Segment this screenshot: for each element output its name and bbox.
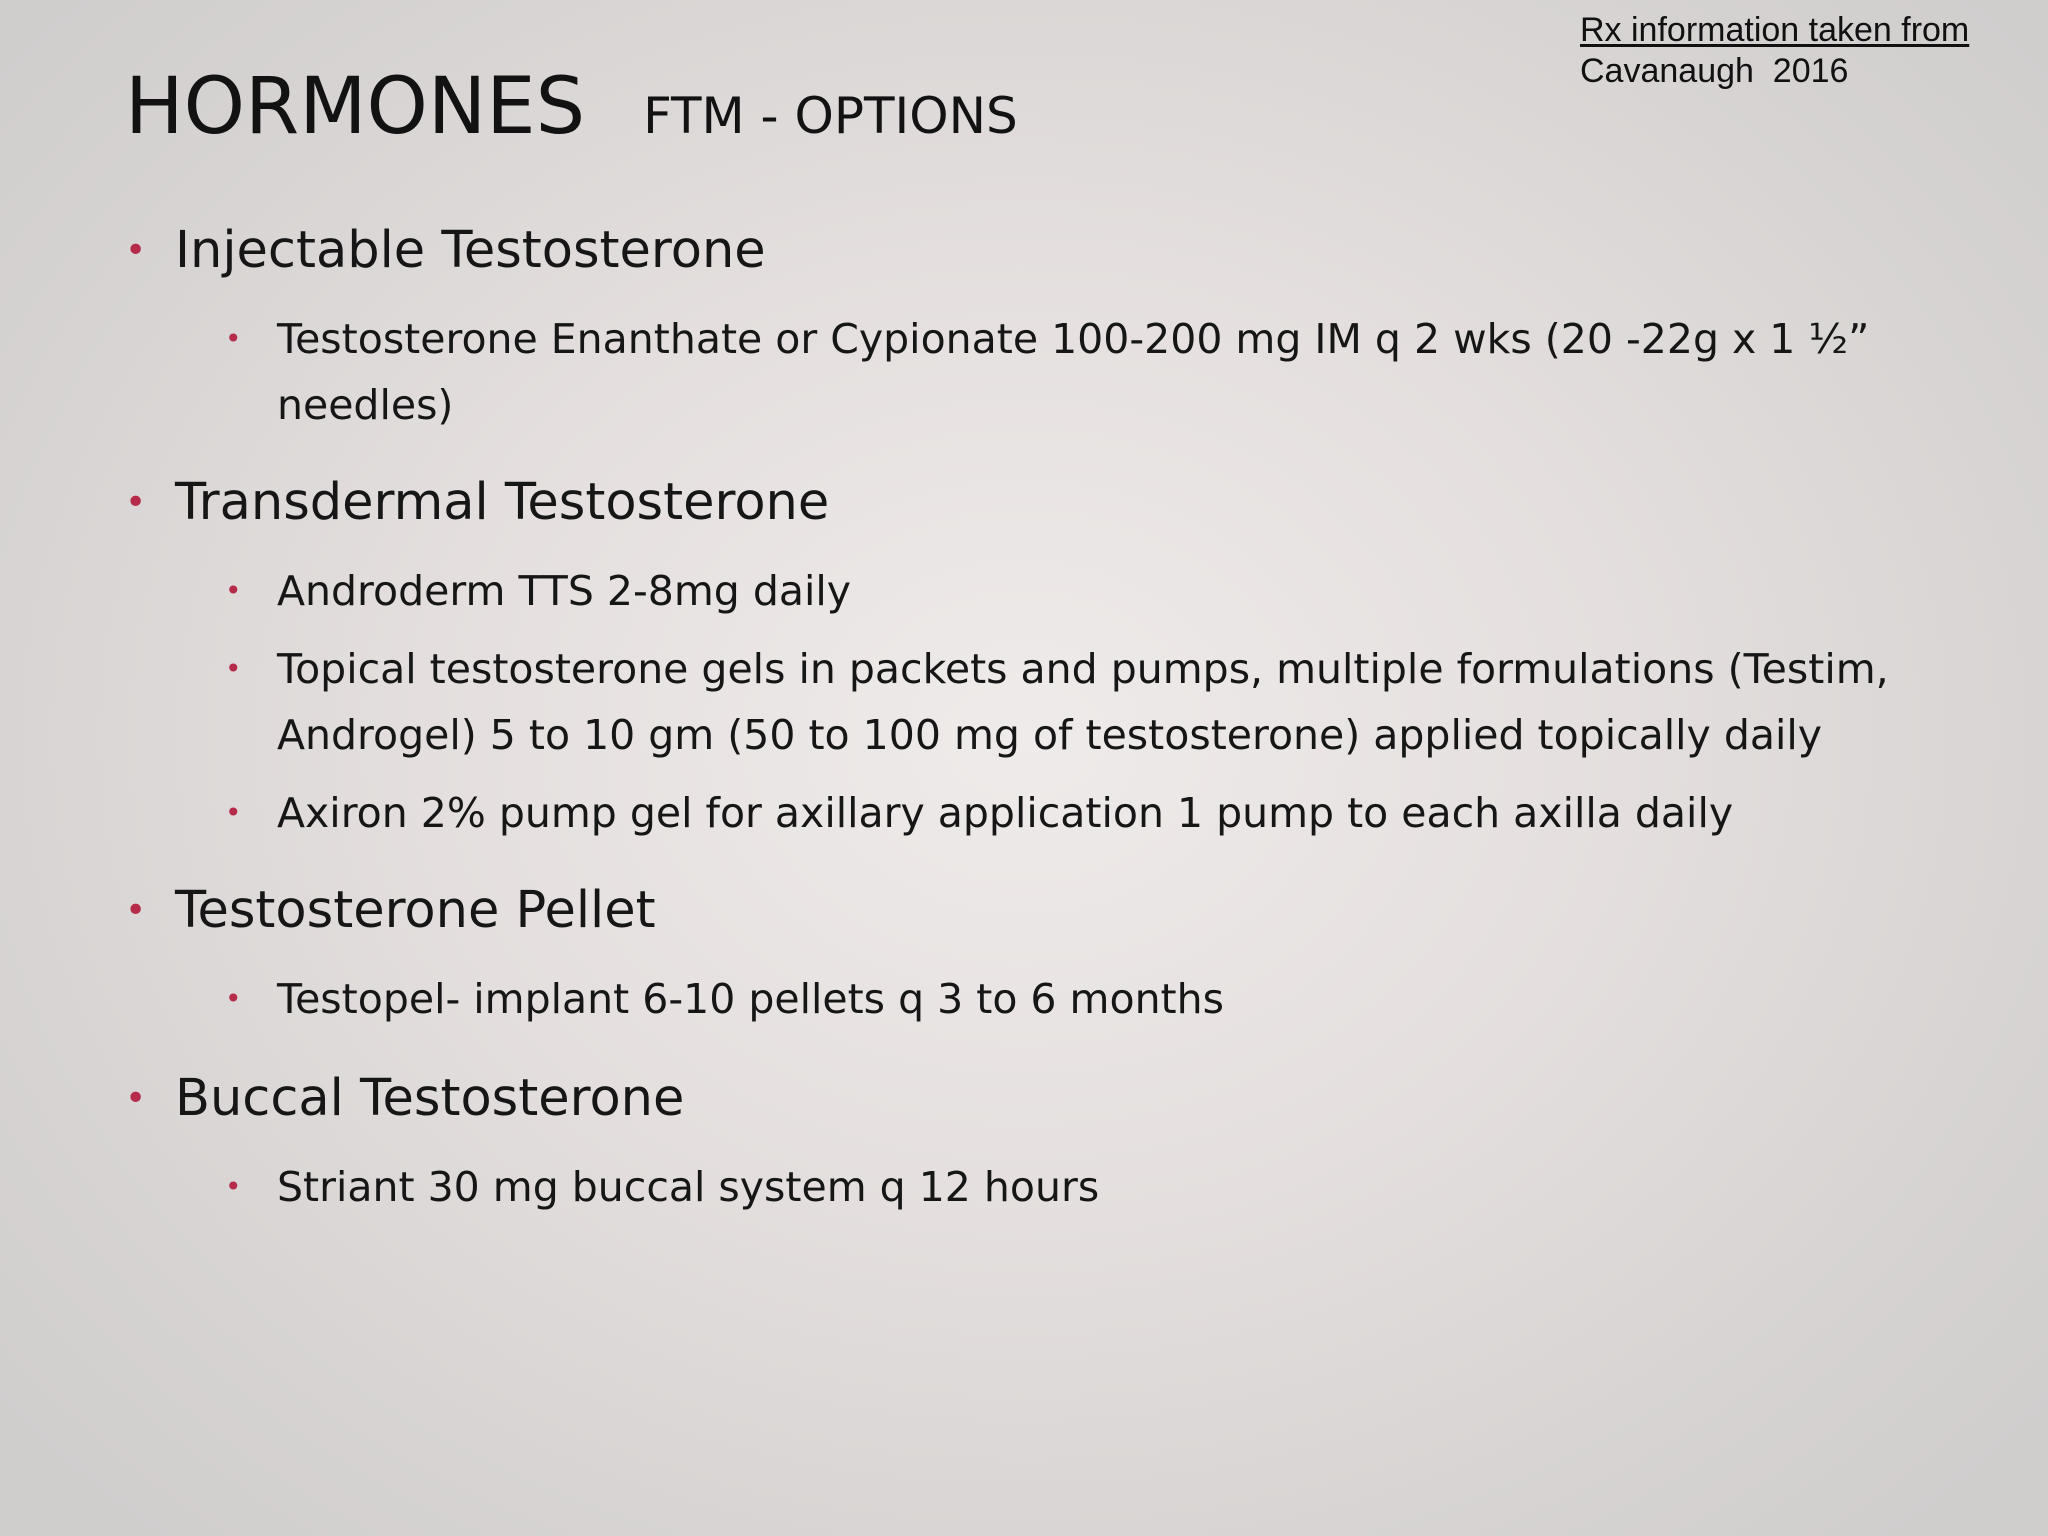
bullet-dot: • [125, 482, 147, 523]
section-heading [125, 470, 1925, 536]
list-item [125, 558, 1937, 624]
list-item-text: Testosterone Enanthate or Cypionate 100-200 mg IM q 2 wks (20 -22g x 1 ½” needles) [277, 315, 1870, 429]
bullet-dot: • [125, 230, 147, 271]
list-item-text: Axiron 2% pump gel for axillary application 1 pump to each axilla daily [277, 789, 1734, 837]
section-heading [125, 878, 1925, 944]
source-note-line2: Cavanaugh 2016 [1580, 52, 1849, 90]
section-heading-text: Transdermal Testosterone [175, 473, 830, 532]
bullet-dot: • [225, 1170, 242, 1203]
list-item-text: Topical testosterone gels in packets and pumps, multiple formulations (Testim, Androgel) 5 to 10 gm (50 to 100 mg of testosterone) applied topically daily [277, 645, 1889, 759]
list-item-text: Striant 30 mg buccal system q 12 hours [277, 1163, 1100, 1211]
section-heading [125, 1066, 1925, 1132]
bullet-dot: • [225, 652, 242, 685]
section-injectable [125, 218, 1925, 438]
source-note [1580, 10, 1969, 92]
bullet-dot: • [125, 890, 147, 931]
section-buccal [125, 1066, 1925, 1220]
section-heading-text: Testosterone Pellet [175, 881, 656, 940]
list-item-text: Testopel- implant 6-10 pellets q 3 to 6 months [277, 975, 1224, 1023]
section-transdermal [125, 470, 1925, 846]
bullet-dot: • [125, 1078, 147, 1119]
list-item [125, 780, 1937, 846]
slide-title-row [125, 62, 1018, 152]
section-heading [125, 218, 1925, 284]
list-item [125, 966, 1937, 1032]
section-heading-text: Injectable Testosterone [175, 221, 766, 280]
source-note-line1: Rx information taken from [1580, 11, 1970, 49]
section-pellet [125, 878, 1925, 1032]
bullet-dot: • [225, 796, 242, 829]
slide-title: HORMONES [125, 62, 586, 152]
bullet-dot: • [225, 982, 242, 1015]
bullet-dot: • [225, 574, 242, 607]
slide-subtitle: FTM - OPTIONS [643, 87, 1018, 145]
list-item [125, 306, 1937, 438]
bullet-dot: • [225, 322, 242, 355]
list-item [125, 1154, 1937, 1220]
list-item-text: Androderm TTS 2-8mg daily [277, 567, 852, 615]
bullet-list [125, 218, 1925, 1220]
section-heading-text: Buccal Testosterone [175, 1069, 685, 1128]
list-item [125, 636, 1937, 768]
